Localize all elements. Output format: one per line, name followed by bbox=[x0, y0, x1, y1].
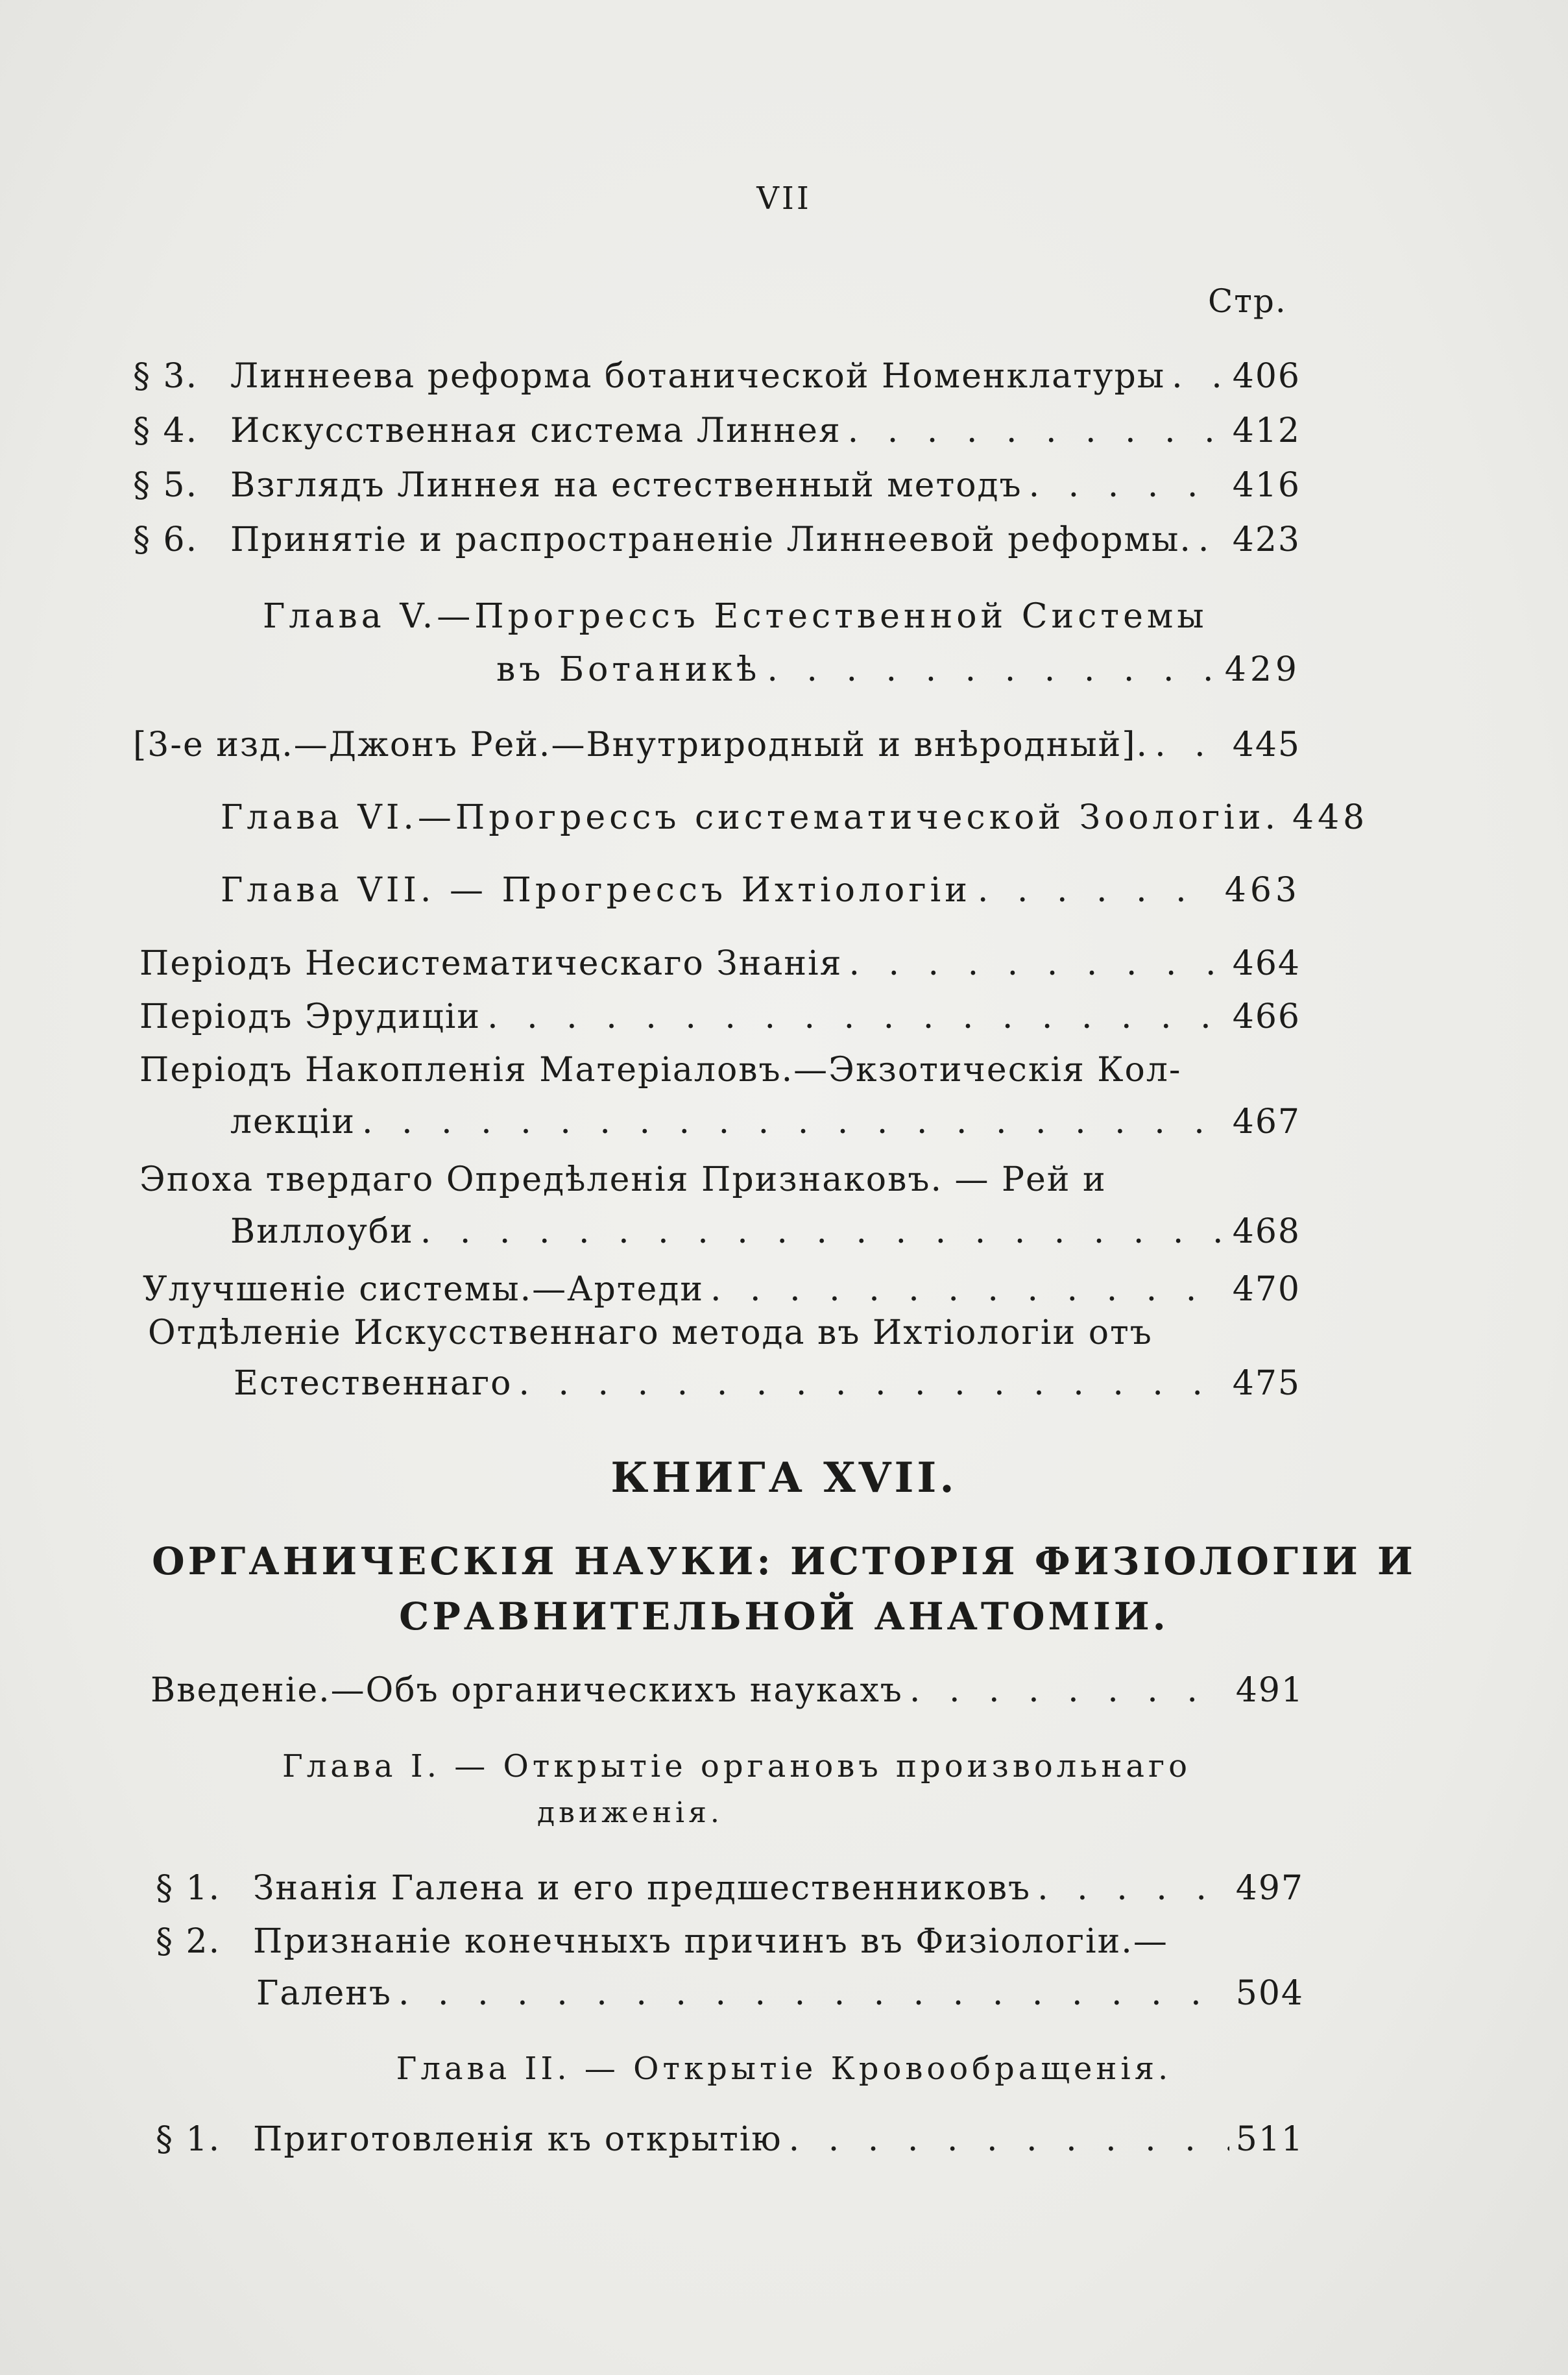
entry-page: 504 bbox=[1235, 1974, 1304, 2013]
entry-page: 468 bbox=[1232, 1212, 1301, 1251]
section-number: § 1. bbox=[156, 2120, 221, 2159]
leader-dots bbox=[398, 1973, 1229, 2014]
toc-entry bbox=[256, 1973, 1304, 2014]
chapter-heading-cont: движенія. bbox=[537, 1796, 723, 1829]
entry-title: Естественнаго bbox=[234, 1364, 513, 1403]
entry-page: 463 bbox=[1224, 871, 1301, 910]
toc-entry bbox=[133, 519, 1301, 561]
chapter-heading: Глава II. — Открытіе Кровообращенія. bbox=[396, 2051, 1172, 2087]
chapter-heading: Глава I. — Открытіе органовъ произвольнаго bbox=[282, 1748, 1192, 1784]
section-number: § 3. bbox=[133, 357, 199, 396]
toc-entry bbox=[151, 1670, 1304, 1711]
entry-page: 511 bbox=[1235, 2120, 1304, 2159]
entry-title: Искусственная система Линнея bbox=[230, 411, 841, 450]
leader-dots bbox=[362, 1101, 1226, 1143]
toc-entry-line: Отдѣленіе Искусственнаго метода въ Ихтіологіи отъ bbox=[148, 1313, 1153, 1352]
chapter-heading bbox=[221, 797, 1369, 838]
toc-entry-line: Эпоха твердаго Опредѣленія Признаковъ. — Рей и bbox=[139, 1160, 1107, 1199]
toc-entry bbox=[234, 1363, 1301, 1404]
leader-dots bbox=[710, 1269, 1226, 1310]
entry-title: Знанія Галена и его предшественниковъ bbox=[253, 1869, 1031, 1908]
chapter-heading: Глава V.—Прогрессъ Естественной Системы bbox=[263, 597, 1208, 636]
section-number: § 5. bbox=[133, 466, 199, 505]
book-subtitle: СРАВНИТЕЛЬНОЙ АНАТОМІИ. bbox=[399, 1594, 1169, 1638]
entry-title: Періодъ Несистематическаго Знанія bbox=[139, 944, 843, 983]
entry-title: Приготовленія къ открытію bbox=[253, 2120, 782, 2159]
entry-page: 470 bbox=[1232, 1270, 1301, 1309]
entry-title: въ Ботаникѣ bbox=[496, 650, 761, 689]
leader-dots bbox=[420, 1211, 1226, 1252]
entry-page: 406 bbox=[1232, 357, 1301, 396]
entry-page: 445 bbox=[1232, 725, 1301, 764]
leader-dots bbox=[848, 410, 1226, 452]
section-number: § 4. bbox=[133, 411, 199, 450]
entry-title: Глава VII. — Прогрессъ Ихтіологіи bbox=[221, 871, 971, 910]
entry-title: Признаніе конечныхъ причинъ въ Физіологіи.— bbox=[253, 1922, 1168, 1961]
leader-dots bbox=[487, 996, 1226, 1038]
entry-title: Введеніе.—Объ органическихъ наукахъ bbox=[151, 1671, 903, 1710]
entry-title: Линнеева реформа ботанической Номенклатуры bbox=[230, 357, 1166, 396]
entry-title: Принятіе и распространеніе Линнеевой реформы. bbox=[230, 520, 1192, 559]
section-number: § 1. bbox=[156, 1869, 221, 1908]
entry-title: [3-е изд.—Джонъ Рей.—Внутриродный и внѣродный]. bbox=[133, 725, 1149, 764]
entry-page: 412 bbox=[1232, 411, 1301, 450]
chapter-heading bbox=[221, 870, 1301, 911]
leader-dots bbox=[1155, 724, 1226, 766]
page-number: VII bbox=[756, 180, 812, 217]
leader-dots bbox=[1037, 1868, 1229, 1909]
leader-dots bbox=[849, 943, 1225, 984]
entry-title: Глава VI.—Прогрессъ систематической Зоологіи. bbox=[221, 798, 1280, 837]
entry-title: Улучшеніе системы.—Артеди bbox=[143, 1270, 704, 1309]
entry-page: 416 bbox=[1232, 466, 1301, 505]
leader-dots bbox=[789, 2119, 1229, 2160]
book-subtitle: ОРГАНИЧЕСКІЯ НАУКИ: ИСТОРІЯ ФИЗІОЛОГІИ И bbox=[152, 1539, 1416, 1583]
book-title: КНИГА XVII. bbox=[610, 1454, 958, 1502]
page-column-label: Стр. bbox=[1208, 282, 1287, 320]
entry-page: 475 bbox=[1232, 1364, 1301, 1403]
leader-dots bbox=[1172, 356, 1226, 397]
toc-entry bbox=[156, 1868, 1304, 1909]
toc-entry bbox=[133, 465, 1301, 506]
entry-page: 467 bbox=[1232, 1102, 1301, 1141]
entry-page: 497 bbox=[1235, 1869, 1304, 1908]
leader-dots bbox=[978, 870, 1218, 911]
entry-page: 423 bbox=[1232, 520, 1301, 559]
leader-dots bbox=[1198, 519, 1226, 561]
leader-dots bbox=[767, 649, 1218, 690]
toc-entry bbox=[143, 1269, 1301, 1310]
toc-entry bbox=[230, 1101, 1301, 1143]
entry-page: 491 bbox=[1235, 1671, 1304, 1710]
entry-title: Виллоуби bbox=[230, 1212, 414, 1251]
entry-title: Галенъ bbox=[256, 1974, 392, 2013]
toc-entry bbox=[133, 410, 1301, 452]
entry-title: Періодъ Эрудиціи bbox=[139, 997, 481, 1036]
leader-dots bbox=[910, 1670, 1229, 1711]
toc-entry bbox=[139, 996, 1301, 1038]
entry-page: 448 bbox=[1292, 798, 1369, 837]
toc-entry bbox=[156, 2119, 1304, 2160]
toc-entry bbox=[230, 1211, 1301, 1252]
toc-entry bbox=[133, 724, 1301, 766]
leader-dots bbox=[518, 1363, 1225, 1404]
toc-entry bbox=[133, 356, 1301, 397]
toc-entry bbox=[139, 943, 1301, 984]
toc-entry-line bbox=[156, 1921, 1168, 1962]
entry-title: Взглядъ Линнея на естественный методъ bbox=[230, 466, 1022, 505]
entry-page: 464 bbox=[1232, 944, 1301, 983]
toc-entry-line: Періодъ Накопленія Матеріаловъ.—Экзотическія Кол- bbox=[139, 1051, 1182, 1090]
leader-dots bbox=[1029, 465, 1226, 506]
entry-page: 466 bbox=[1232, 997, 1301, 1036]
entry-page: 429 bbox=[1224, 650, 1301, 689]
section-number: § 2. bbox=[156, 1922, 221, 1961]
section-number: § 6. bbox=[133, 520, 199, 559]
entry-title: лекціи bbox=[230, 1102, 356, 1141]
toc-entry bbox=[496, 649, 1301, 690]
